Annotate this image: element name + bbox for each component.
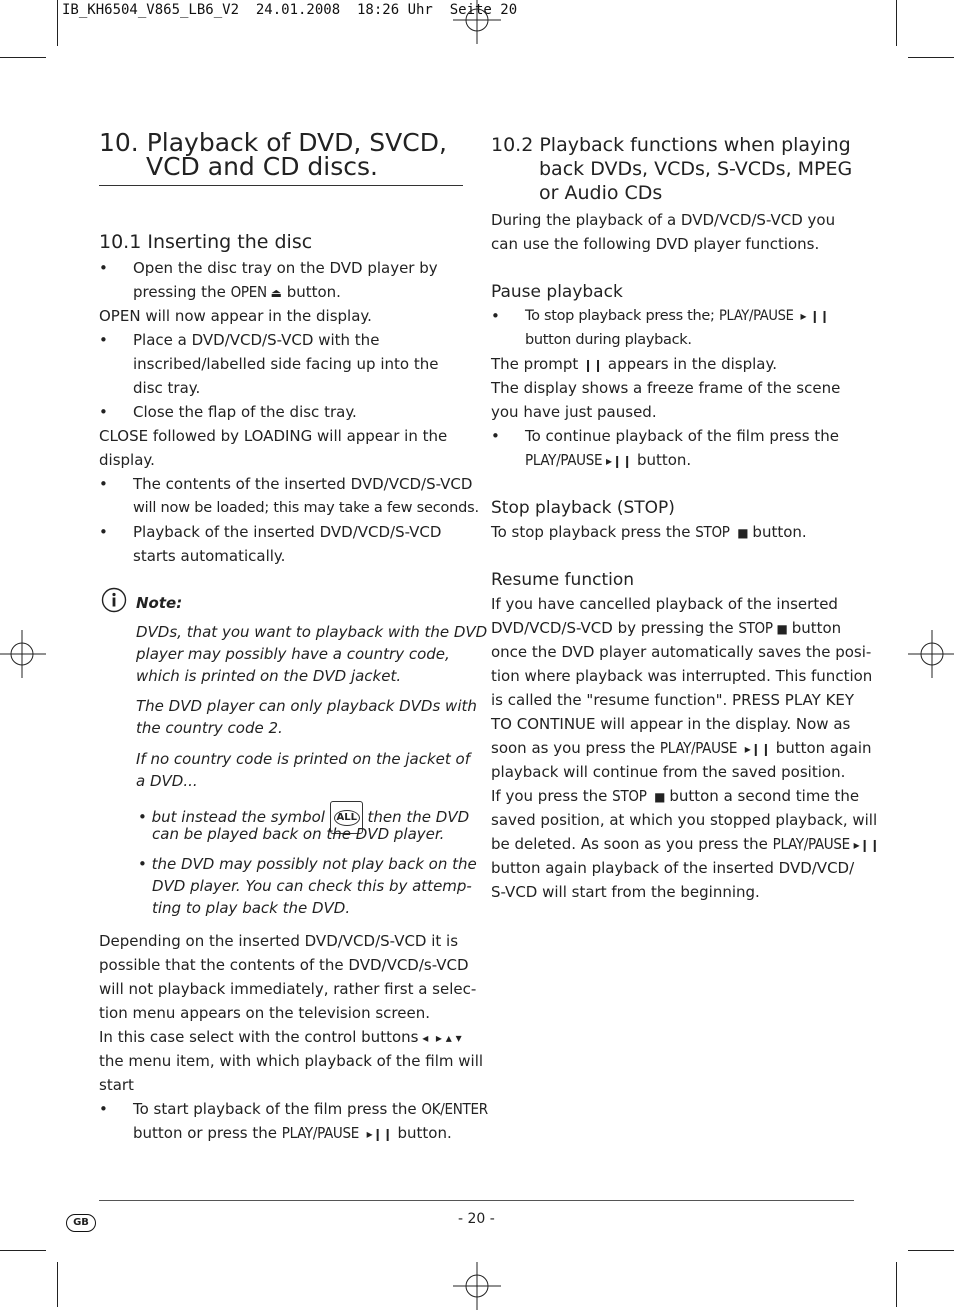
paragraph: the menu item, with which playback of the film will: [99, 1052, 484, 1070]
bullet-text: PLAY/PAUSE ▸❙❙ button.: [525, 451, 692, 469]
play-pause-icon: ▸❙❙: [737, 742, 771, 756]
bullet-text: Close the flap of the disc tray.: [133, 403, 357, 421]
note-text: The DVD player can only playback DVDs with: [136, 697, 477, 715]
bullet-text: To continue playback of the film press the: [525, 427, 839, 445]
registration-mark-icon: [453, 0, 501, 44]
page-title: [99, 128, 463, 186]
crop-mark: [0, 57, 46, 58]
pause-icon: ❙❙: [583, 358, 604, 372]
bullet-text: disc tray.: [133, 379, 201, 397]
crop-mark: [57, 1262, 58, 1307]
note-text: which is printed on the DVD jacket.: [136, 667, 402, 685]
bullet: •: [99, 475, 108, 493]
bullet-text: To start playback of the film press the OK/ENTER: [133, 1100, 488, 1118]
bullet-text: Open the disc tray on the DVD player by: [133, 259, 438, 277]
paragraph: soon as you press the PLAY/PAUSE ▸❙❙ button again: [491, 739, 872, 757]
bullet-text: The contents of the inserted DVD/VCD/S-VCD: [133, 475, 473, 493]
paragraph: be deleted. As soon as you press the PLAY/PAUSE ▸❙❙: [491, 835, 880, 853]
bullet-text: To stop playback press the; PLAY/PAUSE ▸ ❙❙: [525, 308, 830, 324]
note-text: • but instead the symbol ALL then the DVD: [138, 801, 469, 834]
paragraph: can use the following DVD player functions.: [491, 235, 820, 253]
paragraph: possible that the contents of the DVD/VCD/s-VCD: [99, 956, 469, 974]
paragraph: DVD/VCD/S-VCD by pressing the STOP ■ button: [491, 619, 842, 637]
bullet-text: inscribed/labelled side facing up into the: [133, 355, 439, 373]
paragraph: The display shows a freeze frame of the scene: [491, 379, 841, 397]
title-line-1: 10. Playback of DVD, SVCD,: [99, 128, 447, 157]
paragraph: you have just paused.: [491, 403, 657, 421]
paragraph: once the DVD player automatically saves the posi-: [491, 643, 872, 661]
paragraph: saved position, at which you stopped playback, will: [491, 811, 878, 829]
paragraph: start: [99, 1076, 134, 1094]
paragraph: S-VCD will start from the beginning.: [491, 883, 760, 901]
crop-mark: [0, 1250, 46, 1251]
note-text: a DVD...: [136, 772, 198, 790]
bullet-text: Playback of the inserted DVD/VCD/S-VCD: [133, 523, 442, 541]
crop-mark: [908, 57, 954, 58]
paragraph: button again playback of the inserted DVD/VCD/: [491, 859, 855, 877]
play-pause-icon: ▸❙❙: [849, 838, 880, 852]
play-pause-icon: ▸ ❙❙: [793, 309, 830, 323]
note-text: DVDs, that you want to playback with the DVD: [136, 623, 488, 641]
play-pause-icon: ▸❙❙: [602, 454, 633, 468]
section-heading-playback: or Audio CDs: [539, 182, 663, 204]
bullet: •: [99, 523, 108, 541]
title-line-2: VCD and CD discs.: [146, 152, 378, 181]
arrow-keys-icon: ◂ ▸ ▴ ▾: [418, 1031, 462, 1045]
play-pause-icon: ▸❙❙: [358, 1127, 393, 1141]
key-open: OPEN: [230, 283, 267, 301]
paragraph: During the playback of a DVD/VCD/S-VCD you: [491, 211, 836, 229]
note-title: Note:: [136, 594, 183, 612]
language-badge: GB: [66, 1214, 96, 1232]
crop-mark: [908, 1250, 954, 1251]
paragraph: Depending on the inserted DVD/VCD/S-VCD it is: [99, 932, 459, 950]
crop-mark: [896, 1262, 897, 1307]
crop-mark: [57, 0, 58, 46]
footer-rule: [99, 1200, 854, 1201]
bullet: •: [491, 307, 500, 325]
registration-mark-icon: [453, 1262, 501, 1310]
bullet-text: pressing the OPEN ⏏ button.: [133, 283, 341, 301]
paragraph: playback will continue from the saved position.: [491, 763, 846, 781]
note-text: can be played back on the DVD player.: [152, 825, 445, 843]
subheading-resume: Resume function: [491, 570, 635, 590]
paragraph: OPEN will now appear in the display.: [99, 307, 372, 325]
note-text: the country code 2.: [136, 719, 283, 737]
stop-icon: ■: [729, 526, 753, 540]
paragraph: The prompt ❙❙ appears in the display.: [491, 355, 778, 373]
note-text: player may possibly have a country code,: [136, 645, 450, 663]
bullet-text: button or press the PLAY/PAUSE ▸❙❙ button.: [133, 1124, 452, 1142]
registration-mark-icon: [908, 630, 954, 678]
paragraph: tion where playback was interrupted. This function: [491, 667, 873, 685]
paragraph: TO CONTINUE will appear in the display. Now as: [491, 715, 851, 733]
bullet-text: will now be loaded; this may take a few seconds.: [133, 500, 479, 516]
paragraph: To stop playback press the STOP ■ button.: [491, 523, 807, 541]
bullet-text: Place a DVD/VCD/S-VCD with the: [133, 331, 380, 349]
paragraph: will not playback immediately, rather first a selec-: [99, 980, 477, 998]
paragraph: CLOSE followed by LOADING will appear in the: [99, 427, 448, 445]
bullet-text: starts automatically.: [133, 547, 286, 565]
info-icon: [101, 587, 127, 613]
bullet: •: [99, 1100, 108, 1118]
all-region-symbol-icon: ALL: [330, 801, 363, 834]
bullet-text: button during playback.: [525, 332, 692, 348]
stop-icon: ■: [646, 790, 670, 804]
eject-icon: ⏏: [266, 286, 282, 300]
section-heading-playback: back DVDs, VCDs, S-VCDs, MPEG: [539, 158, 853, 180]
page-number: - 20 -: [458, 1211, 495, 1227]
print-header: IB_KH6504_V865_LB6_V2 24.01.2008 18:26 Uhr Seite 20: [62, 2, 518, 18]
bullet: •: [491, 427, 500, 445]
note-text: If no country code is printed on the jacket of: [136, 750, 470, 768]
stop-icon: ■: [772, 622, 792, 636]
paragraph: If you press the STOP ■ button a second time the: [491, 787, 860, 805]
paragraph: display.: [99, 451, 155, 469]
section-heading-playback: 10.2 Playback functions when playing: [491, 134, 851, 156]
crop-mark: [896, 0, 897, 46]
paragraph: is called the "resume function". PRESS PLAY KEY: [491, 691, 855, 709]
paragraph: If you have cancelled playback of the inserted: [491, 595, 838, 613]
paragraph: tion menu appears on the television screen.: [99, 1004, 430, 1022]
bullet: •: [99, 331, 108, 349]
paragraph: In this case select with the control buttons ◂ ▸ ▴ ▾: [99, 1028, 462, 1046]
subheading-stop: Stop playback (STOP): [491, 498, 675, 518]
note-text: ting to play back the DVD.: [152, 899, 351, 917]
registration-mark-icon: [0, 630, 46, 678]
note-text: DVD player. You can check this by attemp-: [152, 877, 472, 895]
subheading-pause: Pause playback: [491, 282, 623, 302]
bullet: •: [99, 403, 108, 421]
section-heading-inserting: 10.1 Inserting the disc: [99, 231, 313, 253]
bullet: •: [99, 259, 108, 277]
note-text: • the DVD may possibly not play back on the: [138, 855, 477, 873]
